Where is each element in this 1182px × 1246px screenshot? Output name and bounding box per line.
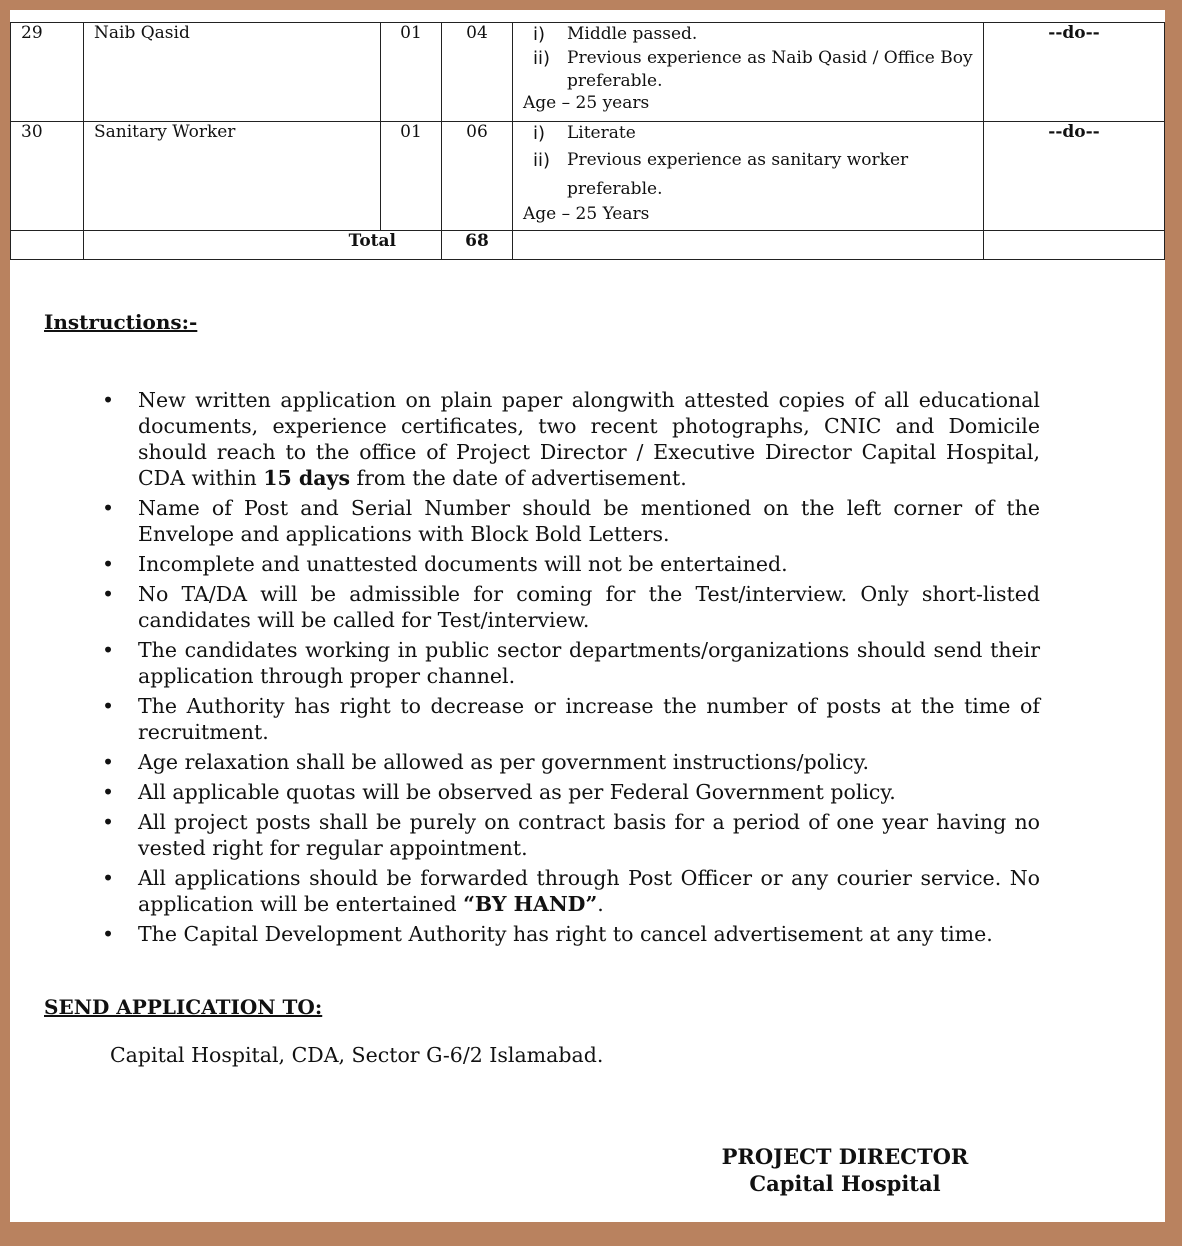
instruction-text: All applications should be forwarded through Post Officer or any courier service. No application will be entertained (138, 866, 1040, 916)
requirement-number: ii) (533, 48, 551, 70)
bullet-icon: • (102, 582, 115, 606)
requirement-number: i) (533, 24, 546, 45)
requirement-number: i) (533, 123, 546, 144)
instructions-list (94, 387, 1040, 951)
instruction-item (94, 779, 1040, 805)
instruction-emphasis: “BY HAND” (463, 892, 598, 916)
requirements-list (523, 23, 983, 93)
requirement-text: Literate (567, 123, 636, 143)
instruction-item (94, 921, 1040, 947)
posts-count-cell: 04 (442, 23, 513, 122)
instruction-text: New written application on plain paper alongwith attested copies of all educational documents, experience certificates, two recent photographs, CNIC and Domicile should reach to the office of Project Director / Executive Director Capital Hospital, CDA within (138, 388, 1040, 490)
bullet-icon: • (102, 922, 115, 946)
bullet-icon: • (102, 496, 115, 520)
instruction-emphasis: 15 days (263, 466, 351, 490)
bps-cell: 01 (381, 23, 442, 122)
bullet-icon: • (102, 694, 115, 718)
bps-cell: 01 (381, 122, 442, 231)
instruction-item (94, 581, 1040, 633)
instruction-text: Incomplete and unattested documents will not be entertained. (138, 552, 788, 576)
bullet-icon: • (102, 388, 115, 412)
instruction-text: All applicable quotas will be observed as per Federal Government policy. (138, 780, 896, 804)
requirement-text: Previous experience as sanitary worker preferable. (567, 150, 909, 200)
instruction-text: The Capital Development Authority has right to cancel advertisement at any time. (138, 922, 993, 946)
instruction-item (94, 809, 1040, 861)
instruction-item (94, 551, 1040, 577)
instruction-text: Age relaxation shall be allowed as per government instructions/policy. (138, 750, 870, 774)
post-name-cell: Sanitary Worker (84, 122, 381, 231)
instruction-text-end: from the date of advertisement. (350, 466, 687, 490)
posts-count-cell: 06 (442, 122, 513, 231)
instruction-item (94, 387, 1040, 491)
bullet-icon: • (102, 810, 115, 834)
remarks-cell: --do-- (984, 122, 1165, 231)
requirement-number: ii) (533, 150, 551, 172)
signature-block (700, 1143, 990, 1197)
bullet-icon: • (102, 638, 115, 662)
requirement-item (523, 122, 983, 146)
bullet-icon: • (102, 780, 115, 804)
serial-number-cell: 30 (11, 122, 84, 231)
instruction-text: No TA/DA will be admissible for coming for the Test/interview. Only short-listed candidates will be called for Test/interview. (138, 582, 1040, 632)
instruction-text-end: . (597, 892, 604, 916)
instruction-text: The Authority has right to decrease or increase the number of posts at the time of recruitment. (138, 694, 1040, 744)
instruction-text: All project posts shall be purely on contract basis for a period of one year having no vested right for regular appointment. (138, 810, 1040, 860)
requirements-cell (513, 23, 984, 122)
instructions-heading: Instructions:- (44, 310, 198, 334)
requirements-cell (513, 122, 984, 231)
requirement-text: Middle passed. (567, 24, 698, 44)
bullet-icon: • (102, 750, 115, 774)
requirement-item (523, 23, 983, 47)
instruction-item (94, 693, 1040, 745)
table-row (11, 122, 1165, 231)
post-name-cell: Naib Qasid (84, 23, 381, 122)
signatory-organization: Capital Hospital (749, 1171, 941, 1196)
total-label: Total (84, 231, 442, 260)
age-limit: Age – 25 Years (523, 204, 650, 225)
serial-number-cell: 29 (11, 23, 84, 122)
advertisement-page (10, 10, 1165, 1222)
bullet-icon: • (102, 552, 115, 576)
requirements-list (523, 122, 983, 204)
posts-table (10, 22, 1165, 260)
empty-cell (11, 231, 84, 260)
bullet-icon: • (102, 866, 115, 890)
empty-cell (984, 231, 1165, 260)
instruction-text: Name of Post and Serial Number should be mentioned on the left corner of the Envelope and applications with Block Bold Letters. (138, 496, 1040, 546)
instruction-item (94, 637, 1040, 689)
table-row (11, 23, 1165, 122)
empty-cell (513, 231, 984, 260)
age-limit: Age – 25 years (523, 93, 650, 114)
requirement-text: Previous experience as Naib Qasid / Office Boy preferable. (567, 48, 973, 92)
instruction-item (94, 865, 1040, 917)
requirement-item (523, 146, 983, 204)
instruction-item (94, 495, 1040, 547)
mailing-address: Capital Hospital, CDA, Sector G-6/2 Islamabad. (110, 1043, 604, 1067)
instruction-item (94, 749, 1040, 775)
total-value: 68 (442, 231, 513, 260)
signatory-title: PROJECT DIRECTOR (721, 1144, 969, 1169)
requirement-item (523, 47, 983, 93)
remarks-cell: --do-- (984, 23, 1165, 122)
send-application-heading: SEND APPLICATION TO: (44, 995, 323, 1019)
instruction-text: The candidates working in public sector departments/organizations should send their application through proper channel. (138, 638, 1040, 688)
total-row (11, 231, 1165, 260)
